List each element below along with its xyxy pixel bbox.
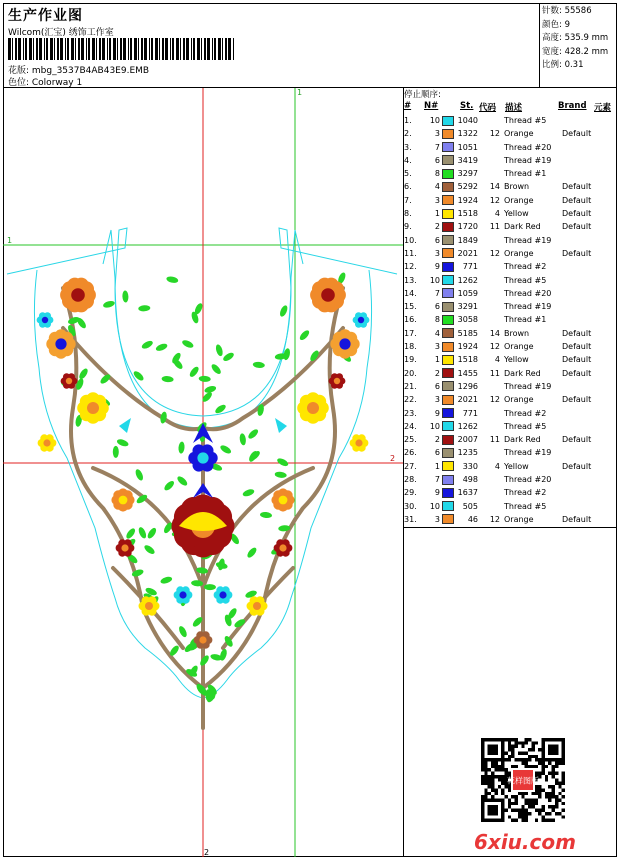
thread-num: 2. xyxy=(404,129,412,139)
thread-brand xyxy=(562,407,612,420)
design-height: 高度: 535.9 mm xyxy=(542,33,609,43)
design-file-label: 花版: mbg_3537B4AB43E9.EMB xyxy=(8,66,150,76)
thread-st: 1262 xyxy=(457,275,478,285)
thread-num: 1. xyxy=(404,116,412,125)
sequence-title: 停止顺序: xyxy=(404,90,441,100)
thread-st: 771 xyxy=(462,408,478,418)
thread-n: 8 xyxy=(434,315,440,325)
thread-num: 8. xyxy=(404,209,412,219)
stitch-count: 针数: 55586 xyxy=(542,6,592,16)
thread-desc: Thread #5 xyxy=(504,501,547,511)
thread-code xyxy=(478,260,500,273)
thread-st: 1296 xyxy=(457,381,478,391)
thread-num: 12. xyxy=(404,262,417,272)
thread-st: 1637 xyxy=(457,488,478,498)
thread-code xyxy=(478,420,500,433)
thread-desc: Orange xyxy=(504,342,534,352)
color-swatch xyxy=(442,514,454,524)
guide-marker-top: 1 xyxy=(297,88,303,97)
thread-st: 3419 xyxy=(457,155,478,165)
thread-n: 2 xyxy=(434,368,440,378)
thread-n: 3 xyxy=(434,129,440,139)
thread-row xyxy=(404,194,612,207)
thread-n: 3 xyxy=(434,195,440,205)
color-swatch xyxy=(442,421,454,431)
design-scale: 比例: 0.31 xyxy=(542,60,584,70)
thread-n: 3 xyxy=(434,248,440,258)
color-swatch xyxy=(442,169,454,179)
thread-n: 3 xyxy=(434,395,440,405)
thread-row xyxy=(404,141,612,154)
color-swatch xyxy=(442,342,454,352)
thread-num: 15. xyxy=(404,302,417,312)
thread-num: 5. xyxy=(404,169,412,179)
thread-st: 1924 xyxy=(457,195,478,205)
thread-num: 28. xyxy=(404,475,417,485)
thread-brand xyxy=(562,260,612,273)
thread-st: 2021 xyxy=(457,248,478,258)
thread-n: 6 xyxy=(434,155,440,165)
thread-brand xyxy=(562,274,612,287)
thread-row xyxy=(404,407,612,420)
color-swatch xyxy=(442,315,454,325)
thread-desc: Yellow xyxy=(504,461,529,471)
thread-st: 1849 xyxy=(457,235,478,245)
thread-st: 5185 xyxy=(457,328,478,338)
thread-st: 1262 xyxy=(457,421,478,431)
thread-code: 11 xyxy=(489,435,500,445)
thread-n: 4 xyxy=(434,182,440,192)
thread-st: 3297 xyxy=(457,169,478,179)
thread-row xyxy=(404,500,612,513)
thread-code: 12 xyxy=(489,195,500,205)
thread-st: 2021 xyxy=(457,395,478,405)
col-header-n: N# xyxy=(424,101,439,111)
thread-n: 7 xyxy=(434,288,440,298)
color-swatch xyxy=(442,182,454,192)
thread-num: 9. xyxy=(404,222,412,232)
thread-st: 1051 xyxy=(457,142,478,152)
color-swatch xyxy=(442,248,454,258)
color-swatch xyxy=(442,288,454,298)
thread-brand xyxy=(562,486,612,499)
thread-st: 3291 xyxy=(457,302,478,312)
thread-desc: Thread #19 xyxy=(504,155,552,165)
thread-brand: Default xyxy=(562,514,592,524)
thread-num: 23. xyxy=(404,408,417,418)
thread-desc: Orange xyxy=(504,195,534,205)
thread-st: 1322 xyxy=(457,129,478,139)
thread-brand xyxy=(562,420,612,433)
thread-row xyxy=(404,260,612,273)
color-count: 颜色: 9 xyxy=(542,19,570,30)
thread-code xyxy=(478,141,500,154)
thread-n: 10 xyxy=(429,275,440,285)
thread-num: 19. xyxy=(404,355,417,365)
software-subtitle: Wilcom(汇宝) 绣饰工作室 xyxy=(8,28,114,38)
thread-brand xyxy=(562,380,612,393)
thread-n: 7 xyxy=(434,475,440,485)
thread-code: 14 xyxy=(489,328,500,338)
thread-desc: Orange xyxy=(504,129,534,139)
thread-brand xyxy=(562,141,612,154)
thread-brand: Default xyxy=(562,355,592,365)
thread-num: 20. xyxy=(404,368,417,378)
color-swatch xyxy=(442,501,454,511)
thread-row xyxy=(404,167,612,180)
thread-brand: Default xyxy=(562,461,592,471)
thread-desc: Dark Red xyxy=(504,222,541,232)
thread-st: 1235 xyxy=(457,448,478,458)
thread-desc: Thread #5 xyxy=(504,275,547,285)
thread-n: 1 xyxy=(434,461,440,471)
color-swatch xyxy=(442,142,454,152)
color-swatch xyxy=(442,116,454,126)
thread-code xyxy=(478,167,500,180)
thread-row xyxy=(404,274,612,287)
thread-brand xyxy=(562,500,612,513)
thread-n: 2 xyxy=(434,222,440,232)
design-canvas xyxy=(3,88,404,857)
color-swatch xyxy=(442,328,454,338)
thread-brand: Default xyxy=(562,195,592,205)
guide-marker-right: 2 xyxy=(390,454,396,463)
color-swatch xyxy=(442,262,454,272)
color-swatch xyxy=(442,488,454,498)
col-header-brand: Brand xyxy=(558,101,587,111)
thread-row xyxy=(404,473,612,486)
thread-code: 4 xyxy=(494,355,500,365)
thread-st: 1518 xyxy=(457,209,478,219)
thread-code xyxy=(478,154,500,167)
thread-code xyxy=(478,287,500,300)
thread-brand xyxy=(562,167,612,180)
thread-code xyxy=(478,407,500,420)
thread-brand: Default xyxy=(562,435,592,445)
color-swatch xyxy=(442,155,454,165)
thread-desc: Thread #1 xyxy=(504,169,547,179)
thread-num: 13. xyxy=(404,275,417,285)
thread-code: 4 xyxy=(494,209,500,219)
thread-n: 7 xyxy=(434,142,440,152)
thread-code xyxy=(478,274,500,287)
thread-num: 22. xyxy=(404,395,417,405)
thread-code: 11 xyxy=(489,222,500,232)
barcode xyxy=(8,38,236,60)
thread-st: 1924 xyxy=(457,342,478,352)
thread-code: 12 xyxy=(489,342,500,352)
color-swatch xyxy=(442,129,454,139)
color-swatch xyxy=(442,435,454,445)
color-swatch xyxy=(442,448,454,458)
thread-num: 4. xyxy=(404,155,412,165)
qr-code xyxy=(478,738,568,822)
thread-st: 5292 xyxy=(457,182,478,192)
col-header-num: # xyxy=(404,101,412,111)
thread-brand: Default xyxy=(562,328,592,338)
thread-row xyxy=(404,513,612,526)
thread-row xyxy=(404,433,612,446)
thread-n: 10 xyxy=(429,116,440,125)
thread-brand xyxy=(562,287,612,300)
thread-row xyxy=(404,154,612,167)
thread-code xyxy=(478,446,500,459)
thread-code xyxy=(478,500,500,513)
thread-row xyxy=(404,327,612,340)
thread-num: 3. xyxy=(404,142,412,152)
thread-brand: Default xyxy=(562,395,592,405)
thread-n: 10 xyxy=(429,421,440,431)
thread-st: 1518 xyxy=(457,355,478,365)
thread-st: 3058 xyxy=(457,315,478,325)
thread-st: 1059 xyxy=(457,288,478,298)
col-header-description: 描述 xyxy=(505,103,523,113)
thread-row xyxy=(404,340,612,353)
thread-num: 30. xyxy=(404,501,417,511)
thread-num: 26. xyxy=(404,448,417,458)
color-swatch xyxy=(442,235,454,245)
thread-num: 29. xyxy=(404,488,417,498)
thread-row xyxy=(404,460,612,473)
thread-num: 21. xyxy=(404,381,417,391)
thread-desc: Brown xyxy=(504,328,530,338)
col-header-element: 元素 xyxy=(594,103,612,113)
thread-brand: Default xyxy=(562,248,592,258)
guide-marker-bottom: 2 xyxy=(204,848,210,857)
thread-desc: Yellow xyxy=(504,355,529,365)
thread-desc: Thread #5 xyxy=(504,421,547,431)
thread-desc: Dark Red xyxy=(504,435,541,445)
color-swatch xyxy=(442,275,454,285)
thread-brand: Default xyxy=(562,182,592,192)
thread-desc: Thread #2 xyxy=(504,262,547,272)
thread-desc: Brown xyxy=(504,182,530,192)
thread-st: 505 xyxy=(462,501,478,511)
thread-row xyxy=(404,207,612,220)
stats-panel xyxy=(539,3,617,88)
watermark-logo: 6xiu.com xyxy=(474,830,576,854)
color-swatch xyxy=(442,195,454,205)
thread-row xyxy=(404,247,612,260)
thread-brand xyxy=(562,300,612,313)
thread-n: 4 xyxy=(434,328,440,338)
thread-row xyxy=(404,367,612,380)
thread-row xyxy=(404,234,612,247)
thread-desc: Yellow xyxy=(504,209,529,219)
thread-desc: Thread #1 xyxy=(504,315,547,325)
thread-num: 16. xyxy=(404,315,417,325)
thread-num: 7. xyxy=(404,195,412,205)
color-swatch xyxy=(442,222,454,232)
thread-desc: Dark Red xyxy=(504,368,541,378)
thread-num: 25. xyxy=(404,435,417,445)
thread-brand: Default xyxy=(562,368,592,378)
thread-code xyxy=(478,380,500,393)
thread-code: 12 xyxy=(489,248,500,258)
thread-brand xyxy=(562,234,612,247)
thread-code: 11 xyxy=(489,368,500,378)
thread-code xyxy=(478,473,500,486)
thread-row xyxy=(404,353,612,366)
color-swatch xyxy=(442,302,454,312)
thread-row xyxy=(404,300,612,313)
thread-code xyxy=(478,114,500,127)
thread-brand: Default xyxy=(562,342,592,352)
thread-code: 12 xyxy=(489,395,500,405)
thread-desc: Orange xyxy=(504,514,534,524)
thread-row xyxy=(404,220,612,233)
thread-desc: Thread #5 xyxy=(504,116,547,125)
thread-num: 11. xyxy=(404,248,417,258)
thread-n: 6 xyxy=(434,448,440,458)
thread-st: 46 xyxy=(467,514,478,524)
thread-desc: Thread #19 xyxy=(504,302,552,312)
thread-brand: Default xyxy=(562,129,592,139)
svg-text:花样图版: 花样图版 xyxy=(506,776,540,786)
thread-st: 498 xyxy=(462,475,478,485)
design-width: 宽度: 428.2 mm xyxy=(542,46,609,57)
thread-st: 1040 xyxy=(457,116,478,125)
thread-row xyxy=(404,446,612,459)
thread-num: 14. xyxy=(404,288,417,298)
thread-brand xyxy=(562,473,612,486)
thread-num: 17. xyxy=(404,328,417,338)
thread-n: 1 xyxy=(434,355,440,365)
color-swatch xyxy=(442,395,454,405)
thread-row xyxy=(404,393,612,406)
thread-row xyxy=(404,420,612,433)
thread-brand xyxy=(562,114,612,127)
header xyxy=(3,3,540,88)
thread-num: 6. xyxy=(404,182,412,192)
thread-code: 12 xyxy=(489,514,500,524)
col-header-stitches: St. xyxy=(460,101,474,111)
thread-brand: Default xyxy=(562,222,592,232)
thread-desc: Thread #19 xyxy=(504,448,552,458)
color-swatch xyxy=(442,355,454,365)
thread-st: 1720 xyxy=(457,222,478,232)
thread-num: 31. xyxy=(404,514,417,524)
color-swatch xyxy=(442,475,454,485)
colorway-label: 色位: Colorway 1 xyxy=(8,78,83,88)
thread-st: 330 xyxy=(462,461,478,471)
thread-num: 10. xyxy=(404,235,417,245)
thread-table xyxy=(404,114,612,526)
thread-desc: Thread #20 xyxy=(504,142,552,152)
thread-n: 9 xyxy=(434,488,440,498)
thread-desc: Thread #2 xyxy=(504,488,547,498)
thread-code: 14 xyxy=(489,182,500,192)
thread-brand: Default xyxy=(562,209,592,219)
thread-brand xyxy=(562,154,612,167)
thread-row xyxy=(404,313,612,326)
thread-num: 18. xyxy=(404,342,417,352)
thread-desc: Thread #19 xyxy=(504,381,552,391)
thread-n: 1 xyxy=(434,209,440,219)
thread-n: 6 xyxy=(434,381,440,391)
thread-n: 2 xyxy=(434,435,440,445)
thread-row xyxy=(404,114,612,127)
color-swatch xyxy=(442,381,454,391)
thread-st: 1455 xyxy=(457,368,478,378)
thread-desc: Orange xyxy=(504,395,534,405)
thread-row xyxy=(404,380,612,393)
thread-row xyxy=(404,287,612,300)
thread-n: 9 xyxy=(434,408,440,418)
thread-num: 27. xyxy=(404,461,417,471)
thread-n: 6 xyxy=(434,302,440,312)
embroidery-design xyxy=(3,88,404,857)
thread-row xyxy=(404,180,612,193)
color-swatch xyxy=(442,209,454,219)
stop-sequence-panel xyxy=(404,88,617,528)
thread-st: 771 xyxy=(462,262,478,272)
thread-n: 9 xyxy=(434,262,440,272)
thread-n: 3 xyxy=(434,342,440,352)
thread-brand xyxy=(562,446,612,459)
thread-n: 3 xyxy=(434,514,440,524)
thread-desc: Thread #20 xyxy=(504,475,552,485)
color-swatch xyxy=(442,368,454,378)
thread-desc: Thread #2 xyxy=(504,408,547,418)
col-header-code: 代码 xyxy=(479,103,497,113)
thread-st: 2007 xyxy=(457,435,478,445)
thread-code xyxy=(478,300,500,313)
color-swatch xyxy=(442,408,454,418)
thread-brand xyxy=(562,313,612,326)
thread-n: 10 xyxy=(429,501,440,511)
color-swatch xyxy=(442,461,454,471)
thread-num: 24. xyxy=(404,421,417,431)
thread-desc: Thread #19 xyxy=(504,235,552,245)
thread-desc: Orange xyxy=(504,248,534,258)
thread-row xyxy=(404,127,612,140)
thread-row xyxy=(404,486,612,499)
page-title: 生产作业图 xyxy=(8,8,83,24)
thread-code xyxy=(478,486,500,499)
thread-code: 4 xyxy=(494,461,500,471)
thread-desc: Thread #20 xyxy=(504,288,552,298)
guide-marker-left: 1 xyxy=(7,236,13,245)
thread-code xyxy=(478,313,500,326)
thread-code: 12 xyxy=(489,129,500,139)
thread-n: 8 xyxy=(434,169,440,179)
thread-code xyxy=(478,234,500,247)
thread-n: 6 xyxy=(434,235,440,245)
